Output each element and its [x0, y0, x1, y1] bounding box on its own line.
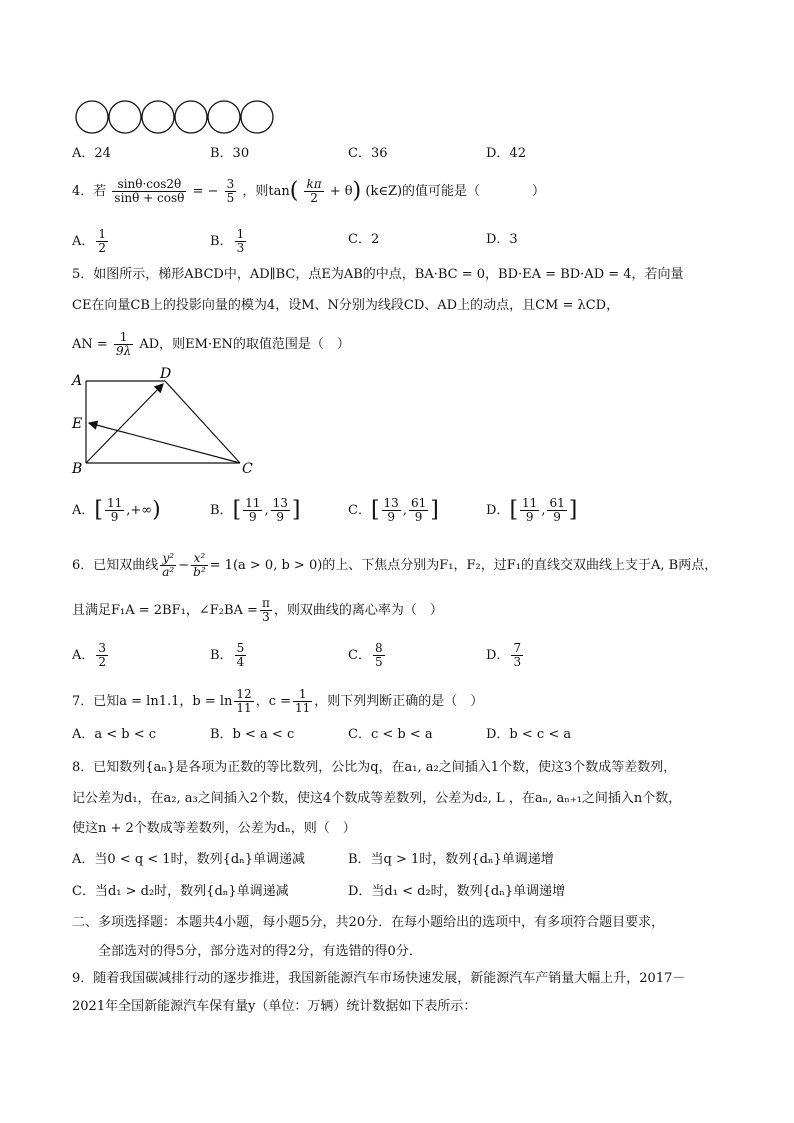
q7-stem: 7．已知a = ln1.1，b = ln $\frac{12}{11}$ ，c = $\frac{1}{11}$ ，则下列判断正确的是（ ）	[72, 687, 484, 715]
q6-option-d: D． $\frac{7}{3}$	[486, 641, 522, 669]
label-c: C	[242, 461, 253, 477]
trapezoid-figure	[68, 366, 268, 478]
q3-option-a: A．24	[72, 146, 111, 161]
q7-option-a: A．a < b < c	[72, 727, 157, 742]
label-a: A	[72, 373, 83, 389]
label-b: B	[72, 461, 83, 477]
q5-option-d: D．[ $\frac{11}{9}$ , $\frac{61}{9}$ ]	[486, 496, 578, 524]
q5-option-b: B．[ $\frac{11}{9}$ , $\frac{13}{9}$ ]	[210, 496, 301, 524]
q8-line-1: 8．已知数列{aₙ}是各项为正数的等比数列，公比为q，在a₁, a₂之间插入1个数，使这3个数成等差数列，	[72, 760, 677, 775]
q4-rhs-fraction: $\frac{3}{5}$	[226, 177, 235, 205]
q4-option-b: B． $\frac{1}{3}$	[210, 227, 245, 255]
q6-option-c: C． $\frac{8}{5}$	[348, 641, 383, 669]
q4-lhs-fraction: $\frac{\sin\theta\cdot\cos 2\theta}{\sin\theta + \cos\theta}$	[114, 177, 185, 205]
q4-option-d: D．3	[486, 232, 518, 247]
q4-option-a: A． $\frac{1}{2}$	[72, 227, 107, 255]
q7-option-b: B．b < a < c	[210, 727, 295, 742]
q6-line-2: 且满足F₁A = 2BF₁，∠F₂BA = $\frac{\pi}{3}$ ，则双曲线的离心率为（ ）	[72, 596, 443, 624]
q8-line-3: 使这n + 2个数成等差数列，公差为dₙ，则（ ）	[72, 821, 356, 836]
q5-line-1: 5．如图所示，梯形ABCD中，AD∥BC，点E为AB的中点，BA·BC = 0，BD·EA = BD·AD = 4，若向量	[72, 267, 684, 282]
section2-heading-cont: 全部选对的得5分，部分选对的得2分，有选错的得0分．	[98, 944, 422, 959]
label-e: E	[72, 416, 83, 432]
q3-option-d: D．42	[486, 146, 526, 161]
q5-line-3: AN = $\frac{1}{9\lambda}$ AD，则EM·EN的取值范围是（ ）	[72, 330, 350, 358]
q5-option-a: A．[ $\frac{11}{9}$ ,+∞)	[72, 496, 161, 524]
q6-option-a: A． $\frac{3}{2}$	[72, 641, 107, 669]
q4-option-c: C．2	[348, 232, 380, 247]
q8-option-b: B．当q > 1时，数列{dₙ}单调递增	[348, 852, 554, 867]
q3-option-c: C．36	[348, 146, 388, 161]
q7-option-d: D．b < c < a	[486, 727, 572, 742]
q4-stem: 4．若 $\frac{\sin\theta\cdot\cos 2\theta}{\sin\theta + \cos\theta}$ = − $\frac{3}{5}$ ，则tan( $\frac{k\pi}{2}$ + θ) (k∈Z)的值可能是（ ）	[72, 177, 546, 205]
q8-line-2: 记公差为d₁，在a₂, a₃之间插入2个数，使这4个数成等差数列，公差为d₂, L ，在aₙ, aₙ₊₁之间插入n个数，	[72, 791, 682, 806]
q5-option-c: C．[ $\frac{13}{9}$ , $\frac{61}{9}$ ]	[348, 496, 439, 524]
q5-line-2: CE在向量CB上的投影向量的模为4，设M、N分别为线段CD、AD上的动点，且CM = λCD，	[72, 298, 620, 313]
section2-heading: 二、多项选择题：本题共4小题，每小题5分，共20分．在每小题给出的选项中，有多项符合题目要求，	[72, 915, 665, 930]
q8-option-c: C．当d₁ > d₂时，数列{dₙ}单调递减	[72, 884, 289, 899]
q7-option-c: C．c < b < a	[348, 727, 433, 742]
q3-option-b: B．30	[210, 146, 250, 161]
six-circles-figure	[72, 98, 282, 136]
q6-option-b: B． $\frac{5}{4}$	[210, 641, 245, 669]
q9-line-2: 2021年全国新能源汽车保有量y（单位：万辆）统计数据如下表所示：	[72, 999, 477, 1014]
q8-option-d: D．当d₁ < d₂时，数列{dₙ}单调递增	[348, 884, 566, 899]
label-d: D	[160, 366, 172, 382]
q8-option-a: A．当0 < q < 1时，数列{dₙ}单调递减	[72, 852, 306, 867]
q9-line-1: 9．随着我国碳减排行动的逐步推进，我国新能源汽车市场快速发展，新能源汽车产销量大幅上升，2017－	[72, 971, 686, 986]
q6-line-1: 6．已知双曲线 $\frac{\text{y²}}{\text{a²}}$ − $\frac{\text{x²}}{\text{b²}}$ = 1(a > 0, b > 0)的上、下焦点分别为F₁，F₂，过F₁的直线交双曲线上支于A, B两点，	[72, 551, 718, 579]
q4-k-fraction: $\frac{k\pi}{2}$	[306, 177, 322, 205]
